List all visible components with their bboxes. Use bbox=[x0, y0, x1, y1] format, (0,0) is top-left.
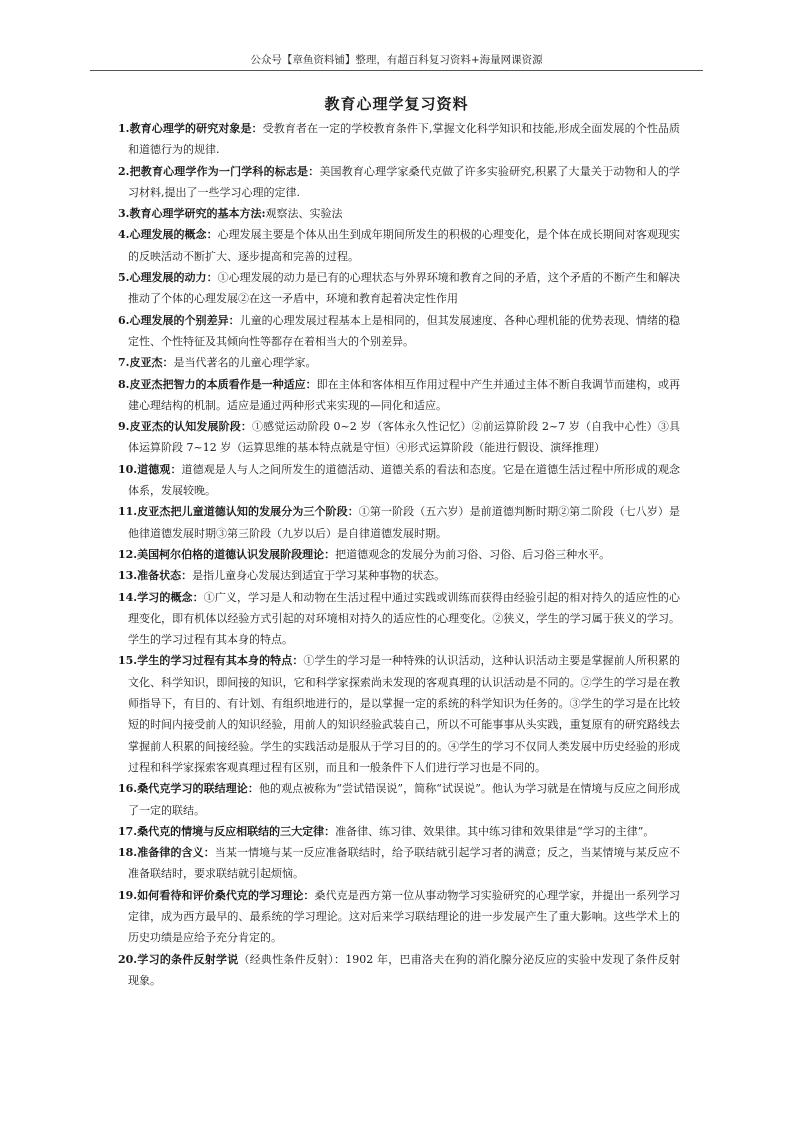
item-term: 6.心理发展的个别差异： bbox=[118, 313, 240, 327]
item-term: 18.准备律的含义： bbox=[118, 846, 215, 860]
item-text: 准备律、练习律、效果律。其中练习律和效果律是“学习的主律”。 bbox=[335, 824, 655, 838]
list-item bbox=[118, 310, 680, 353]
item-text: 当某一情境与某一反应准备联结时，给予联结就引起学习者的满意；反之，当某情境与某反应不准备联结时，要求联结就引起烦恼。 bbox=[128, 846, 681, 881]
list-item bbox=[118, 224, 680, 267]
list-item bbox=[118, 352, 680, 373]
item-text: （经典性条件反射）：1902 年，巴甫洛夫在狗的消化腺分泌反应的实验中发现了条件反射现象。 bbox=[128, 952, 680, 987]
content-list bbox=[118, 118, 680, 991]
item-term: 16.桑代克学习的联结理论： bbox=[118, 782, 259, 796]
list-item bbox=[118, 374, 680, 417]
list-item bbox=[118, 778, 680, 821]
item-term: 14.学习的概念： bbox=[118, 590, 204, 604]
item-term: 11.皮亚杰把儿童道德认知的发展分为三个阶段： bbox=[118, 505, 359, 519]
list-item bbox=[118, 821, 680, 842]
list-item bbox=[118, 161, 680, 204]
item-term: 5.心理发展的动力： bbox=[118, 271, 218, 285]
list-item bbox=[118, 587, 680, 651]
list-item bbox=[118, 842, 680, 885]
item-text: 即在主体和客体相互作用过程中产生并通过主体不断自我调节而建构，或再建心理结构的机制。适应是通过两种形式来实现的—同化和适应。 bbox=[128, 377, 680, 412]
list-item bbox=[118, 565, 680, 586]
item-term: 1.教育心理学的研究对象是： bbox=[118, 122, 263, 135]
page-header: 公众号【章鱼资料铺】整理，有超百科复习资料+海量网课资源 bbox=[90, 52, 703, 71]
item-text: 儿童的心理发展过程基本上是相同的，但其发展速度、各种心理机能的优势表现、情绪的稳定性、个性特征及其倾向性等都存在着相当大的个别差异。 bbox=[128, 313, 681, 348]
list-item bbox=[118, 118, 680, 161]
list-item bbox=[118, 267, 680, 310]
item-text: 是当代著名的儿童心理学家。 bbox=[173, 356, 317, 370]
item-text: ①感觉运动阶段 0~2 岁（客体永久性记忆）②前运算阶段 2~7 岁（自我中心性）③具体运算阶段 7~12 岁（运算思维的基本特点就是守恒）④形式运算阶段（能进行假设、演绎推理） bbox=[128, 420, 680, 455]
list-item bbox=[118, 885, 680, 949]
item-term: 2.把教育心理学作为一门学科的标志是： bbox=[118, 164, 320, 178]
item-text: ①学生的学习是一种特殊的认识活动，这种认识活动主要是掌握前人所积累的文化、科学知识，即间接的知识，它和科学家探索尚未发现的客观真理的认识活动是不同的。②学生的学习是在教师指导下，有目的、有计划、有组织地进行的，是以掌握一定的系统的科学知识为任务的。③学生的学习是在比较短的时间内接受前人的知识经验，用前人的知识经验武装自己，所以不可能事事从头实践，重复原有的研究路线去掌握前人积累的间接经验。学生的实践活动是服从于学习目的的。④学生的学习不仅同人类发展中历史经验的形成过程和科学家探索客观真理过程有区别，而且和一般条件下人们进行学习也是不同的。 bbox=[128, 654, 681, 774]
item-text: ①心理发展的动力是已有的心理状态与外界环境和教育之间的矛盾，这个矛盾的不断产生和解决推动了个体的心理发展②在这一矛盾中，环境和教育起着决定性作用 bbox=[128, 271, 680, 306]
list-item bbox=[118, 544, 680, 565]
item-text: ①第一阶段（五六岁）是前道德判断时期②第二阶段（七八岁）是他律道德发展时期③第三阶段（九岁以后）是自律道德发展时期。 bbox=[128, 505, 681, 540]
item-term: 8.皮亚杰把智力的本质看作是一种适应： bbox=[118, 377, 317, 391]
item-term: 7.皮亚杰： bbox=[118, 356, 174, 370]
item-text: 他的观点被称为“尝试错误说”，简称“试误说”。他认为学习就是在情境与反应之间形成了一定的联结。 bbox=[128, 782, 680, 817]
item-text: 是指儿童身心发展达到适宜于学习某种事物的状态。 bbox=[192, 569, 446, 583]
list-item bbox=[118, 203, 680, 224]
item-text: 桑代克是西方第一位从事动物学习实验研究的心理学家，并提出一系列学习定律，成为西方最早的、最系统的学习理论。这对后来学习联结理论的进一步发展产生了重大影响。这些学术上的历史功绩是应给予充分肯定的。 bbox=[128, 888, 681, 945]
item-text: 观察法、实验法 bbox=[265, 207, 343, 221]
item-text: 美国教育心理学家桑代克做了许多实验研究,积累了大量关于动物和人的学习材料,提出了一些学习心理的定律. bbox=[128, 164, 680, 199]
item-term: 3.教育心理学研究的基本方法: bbox=[118, 207, 266, 221]
item-term: 4.心理发展的概念： bbox=[118, 228, 218, 242]
item-text: 受教育者在一定的学校教育条件下,掌握文化科学知识和技能,形成全面发展的个性品质和道德行为的规律. bbox=[128, 122, 680, 157]
list-item bbox=[118, 416, 680, 459]
document-title: 教育心理学复习资料 bbox=[324, 95, 469, 113]
item-term: 17.桑代克的情境与反应相联结的三大定律： bbox=[118, 824, 336, 838]
list-item bbox=[118, 501, 680, 544]
item-term: 19.如何看待和评价桑代克的学习理论： bbox=[118, 888, 315, 902]
item-term: 15.学生的学习过程有其本身的特点： bbox=[118, 654, 304, 668]
list-item bbox=[118, 459, 680, 502]
item-text: 把道德观念的发展分为前习俗、习俗、后习俗三种水平。 bbox=[335, 547, 611, 561]
item-text: 心理发展主要是个体从出生到成年期间所发生的积极的心理变化，是个体在成长期间对客观现实的反映活动不断扩大、逐步提高和完善的过程。 bbox=[128, 228, 680, 263]
item-term: 9.皮亚杰的认知发展阶段： bbox=[118, 420, 253, 434]
list-item bbox=[118, 650, 680, 778]
item-term: 12.美国柯尔伯格的道德认识发展阶段理论： bbox=[118, 547, 336, 561]
item-term: 20.学习的条件反射学说 bbox=[118, 952, 239, 966]
item-term: 13.准备状态： bbox=[118, 569, 193, 583]
item-text: ①广义，学习是人和动物在生活过程中通过实践或训练而获得由经验引起的相对持久的适应性的心理变化，即有机体以经验方式引起的对环境相对持久的适应性的心理变化。②狭义，学生的学习属于狭义的学习。学生的学习过程有其本身的特点。 bbox=[128, 590, 681, 647]
item-term: 10.道德观： bbox=[118, 462, 182, 476]
list-item bbox=[118, 949, 680, 992]
item-text: 道德观是人与人之间所发生的道德活动、道德关系的看法和态度。它是在道德生活过程中所形成的观念体系，发展较晚。 bbox=[128, 462, 680, 498]
